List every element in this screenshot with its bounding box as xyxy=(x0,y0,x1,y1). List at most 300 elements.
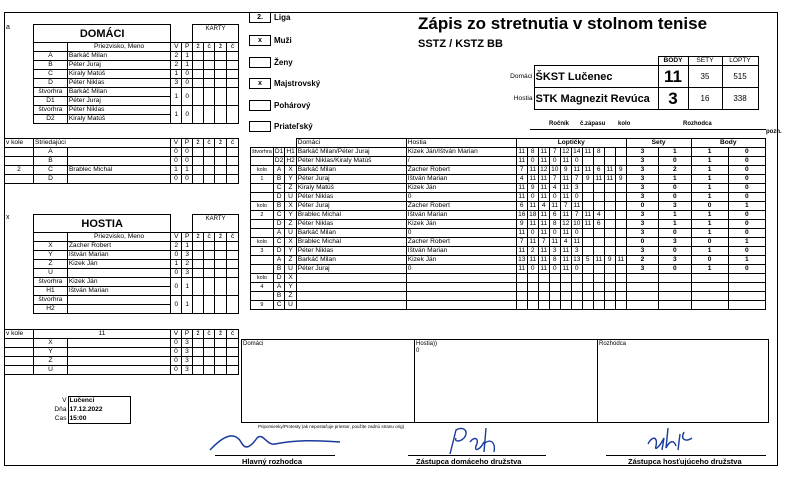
match-away-name: Ištván Marian xyxy=(406,175,516,184)
card-cell xyxy=(215,260,227,269)
away-karty: KARTY xyxy=(193,215,239,224)
card-cell xyxy=(215,52,227,61)
home-sety: 35 xyxy=(688,66,722,88)
match-ball-score xyxy=(615,292,626,301)
doubles-wins: 1 xyxy=(171,106,182,124)
home-lopty: 515 xyxy=(722,66,758,88)
home-karty: KARTY xyxy=(193,25,239,34)
player-id: Y xyxy=(34,251,68,260)
match-sets-away: 0 xyxy=(659,157,691,166)
card-cell xyxy=(227,339,239,348)
home-sub-v: V xyxy=(171,139,182,148)
match-points-away: 0 xyxy=(728,265,765,274)
notes-referee-label: Rozhodca xyxy=(599,341,627,347)
match-ball-score: 11 xyxy=(527,202,538,211)
match-ball-score: 0 xyxy=(571,265,582,274)
match-ball-score: 4 xyxy=(516,175,527,184)
league-number[interactable]: 2. xyxy=(249,12,271,23)
sub-wins: 0 xyxy=(171,175,182,184)
away-sub-p: P xyxy=(182,330,193,339)
player-wins: 2 xyxy=(171,242,182,251)
match-row xyxy=(251,148,766,157)
match-points-home xyxy=(691,292,728,301)
match-ball-score: 11 xyxy=(560,229,571,238)
match-ball-score xyxy=(604,220,615,229)
card-cell xyxy=(193,366,204,375)
match-home-id: B xyxy=(273,292,284,301)
match-sets-away: 3 xyxy=(659,256,691,265)
match-ball-score xyxy=(615,274,626,283)
match-ball-score xyxy=(604,247,615,256)
match-ball-score xyxy=(516,292,527,301)
match-ball-score: 9 xyxy=(604,256,615,265)
player-losses: 0 xyxy=(182,70,193,79)
match-away-name: Ištván Marian xyxy=(406,247,516,256)
match-ball-score: 0 xyxy=(571,229,582,238)
match-ball-score xyxy=(604,283,615,292)
card-cell xyxy=(204,52,215,61)
player-name: Kizek Ján xyxy=(67,260,170,269)
match-ball-score xyxy=(604,265,615,274)
roster-row xyxy=(34,260,239,269)
card-cell xyxy=(193,242,204,251)
match-home-id: A xyxy=(273,256,284,265)
match-ball-score: 9 xyxy=(582,175,593,184)
match-ball-score: 10 xyxy=(551,166,559,173)
match-ball-score: 11 xyxy=(527,166,538,175)
score-board xyxy=(490,56,759,110)
home-k3: ž xyxy=(215,43,227,52)
doubles-id: H1 xyxy=(34,287,68,296)
match-ball-score: 0 xyxy=(571,193,582,202)
match-points-home: 1 xyxy=(691,247,728,256)
match-ball-score xyxy=(571,274,582,283)
home-sub-label: v kole xyxy=(5,139,34,148)
doubles-player1: Barkáč Milan xyxy=(67,88,170,97)
match-away-name: 0 xyxy=(406,193,516,202)
card-cell xyxy=(227,269,239,278)
option-label: Priateľský xyxy=(274,122,313,131)
match-kolo: 4 xyxy=(251,283,274,292)
card-cell xyxy=(227,148,239,157)
match-sets-away: 0 xyxy=(659,229,691,238)
match-ball-score xyxy=(571,292,582,301)
card-cell xyxy=(193,339,204,348)
match-ball-score xyxy=(582,229,593,238)
option-checkbox[interactable] xyxy=(249,57,271,68)
match-row xyxy=(251,229,766,238)
match-ball-score: 11 xyxy=(538,184,549,193)
match-home-id: B xyxy=(273,265,284,274)
match-sets-away: 0 xyxy=(659,247,691,256)
match-sets-away xyxy=(659,301,691,310)
match-ball-score: 11 xyxy=(538,211,549,220)
match-sets-home xyxy=(626,274,658,283)
match-sets-away: 0 xyxy=(659,184,691,193)
sub-row xyxy=(5,339,239,348)
match-home-id: D xyxy=(273,220,284,229)
match-ball-score xyxy=(593,202,604,211)
sub-id: C xyxy=(34,166,68,175)
card-cell xyxy=(215,106,227,124)
match-away-name: Zacher Robert xyxy=(406,166,516,175)
doubles-losses: 0 xyxy=(182,106,193,124)
card-cell xyxy=(215,88,227,106)
card-cell xyxy=(215,366,227,375)
match-ball-score: 11 xyxy=(582,211,593,220)
sub-row xyxy=(5,366,239,375)
match-away-id: Z xyxy=(285,220,296,229)
away-sub-k1: ž xyxy=(193,330,204,339)
sub-name xyxy=(68,366,171,375)
match-home-id: A xyxy=(273,283,284,292)
match-ball-score: 11 xyxy=(538,220,549,229)
match-ball-score: 9 xyxy=(516,220,527,229)
match-sets-away xyxy=(659,292,691,301)
card-cell xyxy=(227,348,239,357)
match-home-name: Barkáč Milan xyxy=(296,229,406,238)
home-signature xyxy=(440,424,510,458)
match-ball-score xyxy=(615,229,626,238)
match-ball-score xyxy=(615,220,626,229)
away-body: 3 xyxy=(658,88,688,110)
home-body: 11 xyxy=(658,66,688,88)
score-hdr-body: BODY xyxy=(658,57,688,66)
player-id: Z xyxy=(34,260,68,269)
match-ball-score: 3 xyxy=(571,184,582,193)
match-ball-score: 11 xyxy=(527,175,538,184)
home-sub-k2: č xyxy=(204,139,215,148)
player-name: Barkáč Milan xyxy=(67,52,170,61)
doubles-losses: 1 xyxy=(182,296,193,314)
match-ball-score: 13 xyxy=(573,256,581,263)
match-ball-score: 0 xyxy=(571,157,582,166)
match-away-name: Kizek Ján xyxy=(406,256,516,265)
match-ball-score: 13 xyxy=(518,256,526,263)
player-id: C xyxy=(34,70,68,79)
option-checkbox[interactable]: x xyxy=(249,35,271,46)
card-cell xyxy=(227,296,239,314)
match-sets-home xyxy=(626,292,658,301)
match-ball-score: 11 xyxy=(516,157,527,166)
away-k2: č xyxy=(204,233,215,242)
player-id: U xyxy=(34,269,68,278)
match-ball-score xyxy=(593,157,604,166)
match-kolo: štvorhra xyxy=(252,149,272,155)
card-cell xyxy=(215,61,227,70)
match-ball-score xyxy=(571,301,582,310)
match-ball-score xyxy=(615,238,626,247)
match-home-name: Péter Juraj xyxy=(296,175,406,184)
player-id: D xyxy=(34,79,68,88)
match-ball-score: 6 xyxy=(593,166,604,175)
notes-away[interactable] xyxy=(414,339,598,423)
card-cell xyxy=(204,175,215,184)
match-ball-score: 3 xyxy=(549,247,560,256)
page-title: Zápis zo stretnutia v stolnom tenise xyxy=(418,14,708,33)
match-home-id: D xyxy=(273,247,284,256)
match-points-away: 1 xyxy=(728,238,765,247)
card-cell xyxy=(193,148,204,157)
card-cell xyxy=(227,157,239,166)
match-home-id: B xyxy=(273,175,284,184)
card-cell xyxy=(193,348,204,357)
match-ball-score: 5 xyxy=(582,256,593,265)
card-cell xyxy=(215,148,227,157)
card-cell xyxy=(204,251,215,260)
sub-id: X xyxy=(34,339,68,348)
option-checkbox[interactable]: x xyxy=(249,78,271,89)
league-label: Liga xyxy=(274,13,291,22)
card-cell xyxy=(215,70,227,79)
match-ball-score: 11 xyxy=(560,184,571,193)
sub-kolo xyxy=(5,357,34,366)
card-cell xyxy=(215,242,227,251)
match-sets-away: 0 xyxy=(659,193,691,202)
match-sets-home xyxy=(626,283,658,292)
sub-kolo xyxy=(5,348,34,357)
card-cell xyxy=(215,79,227,88)
match-ball-score: 7 xyxy=(538,238,549,247)
match-ball-score xyxy=(593,301,604,310)
sub-name xyxy=(68,157,171,166)
card-cell xyxy=(215,348,227,357)
match-away-id: U xyxy=(285,265,296,274)
card-cell xyxy=(193,79,204,88)
match-sets-home: 3 xyxy=(626,184,658,193)
match-kolo xyxy=(251,184,274,193)
doubles-wins: 0 xyxy=(171,278,182,296)
option-label: Ženy xyxy=(274,58,293,67)
match-away-id: X xyxy=(285,274,296,283)
match-ball-score: 4 xyxy=(593,211,604,220)
match-home-name: Barkáč Milan/Péter Juraj xyxy=(296,148,406,157)
home-k4: č xyxy=(227,43,239,52)
card-cell xyxy=(204,242,215,251)
match-ball-score xyxy=(593,184,604,193)
match-ball-score xyxy=(527,274,538,283)
score-hdr-sety: SETY xyxy=(688,57,722,66)
match-ball-score xyxy=(615,202,626,211)
doubles-label: štvorhra xyxy=(34,296,68,305)
sub-losses: 1 xyxy=(182,166,193,175)
match-ball-score: 4 xyxy=(560,238,571,247)
sub-row xyxy=(5,357,239,366)
match-ball-score xyxy=(604,157,615,166)
match-ball-score: 4 xyxy=(549,184,560,193)
match-kolo: kolo xyxy=(251,238,274,247)
match-away-id: Y xyxy=(285,175,296,184)
match-home-id: B xyxy=(273,202,284,211)
matches-hdr-lopticky: Loptičky xyxy=(516,139,626,148)
match-ball-score xyxy=(527,301,538,310)
match-sets-away: 2 xyxy=(659,166,691,175)
sub-name: Brablec Michal xyxy=(68,166,171,175)
match-away-id: Y xyxy=(285,283,296,292)
match-kolo: kolo xyxy=(251,274,274,283)
match-points-home: 1 xyxy=(691,229,728,238)
sub-id: B xyxy=(34,157,68,166)
match-ball-score xyxy=(582,202,593,211)
match-row xyxy=(251,220,766,229)
match-ball-score: 0 xyxy=(549,265,560,274)
doubles-wins: 1 xyxy=(171,88,182,106)
match-ball-score: 11 xyxy=(560,175,571,184)
match-row xyxy=(251,292,766,301)
roster-row xyxy=(34,269,239,278)
match-home-id: D xyxy=(273,193,284,202)
match-sets-away: 1 xyxy=(659,220,691,229)
match-ball-score: 3 xyxy=(571,247,582,256)
match-home-id: C xyxy=(273,184,284,193)
match-ball-score xyxy=(615,193,626,202)
match-ball-score: 7 xyxy=(549,175,560,184)
match-points-home: 1 xyxy=(691,220,728,229)
match-row xyxy=(251,283,766,292)
card-cell xyxy=(204,148,215,157)
match-kolo xyxy=(251,292,274,301)
match-ball-score: 0 xyxy=(527,265,538,274)
match-kolo xyxy=(251,256,274,265)
sub-kolo xyxy=(5,148,34,157)
player-wins: 1 xyxy=(171,70,182,79)
match-sets-away: 3 xyxy=(659,238,691,247)
match-away-name: Zacher Robert xyxy=(406,238,516,247)
player-name: Zacher Robert xyxy=(67,242,170,251)
match-ball-score: 6 xyxy=(516,202,527,211)
time-value: 15:00 xyxy=(68,415,130,424)
away-k4: č xyxy=(227,233,239,242)
sub-wins: 0 xyxy=(171,357,182,366)
match-ball-score xyxy=(582,292,593,301)
match-sets-home: 3 xyxy=(626,211,658,220)
match-ball-score xyxy=(582,283,593,292)
match-sets-home xyxy=(626,301,658,310)
match-kolo xyxy=(251,265,274,274)
match-away-name: Kizek Ján xyxy=(406,220,516,229)
match-home-name: Barkáč Milan xyxy=(296,256,406,265)
match-ball-score: 11 xyxy=(560,211,571,220)
match-sets-away: 0 xyxy=(659,265,691,274)
date-label: Dňa xyxy=(54,406,67,413)
option-checkbox[interactable] xyxy=(249,100,271,111)
sub-id: Y xyxy=(34,348,68,357)
meta-rocnik: Ročník xyxy=(549,121,570,127)
match-ball-score: 6 xyxy=(593,220,604,229)
match-home-name: Péter Niklas/Kiraly Matúš xyxy=(296,157,406,166)
match-row xyxy=(251,274,766,283)
corner-a: a xyxy=(6,24,10,31)
sub-row xyxy=(5,148,239,157)
match-ball-score: 14 xyxy=(573,148,581,155)
option-label: Pohárový xyxy=(274,101,311,110)
sub-wins: 0 xyxy=(171,348,182,357)
match-away-id: Z xyxy=(285,292,296,301)
match-home-id: A xyxy=(273,229,284,238)
card-cell xyxy=(215,357,227,366)
doubles-id: H2 xyxy=(34,305,68,314)
sub-name xyxy=(68,175,171,184)
match-ball-score: 11 xyxy=(538,193,549,202)
match-ball-score xyxy=(615,157,626,166)
sub-id: D xyxy=(34,175,68,184)
match-ball-score: 11 xyxy=(516,229,527,238)
matches-hdr-body: Body xyxy=(691,139,766,148)
match-home-name xyxy=(296,292,406,301)
match-points-away xyxy=(728,301,765,310)
notes-home[interactable] xyxy=(241,339,415,423)
home-sub-p: P xyxy=(182,139,193,148)
sub-losses: 0 xyxy=(182,157,193,166)
match-home-id: C xyxy=(273,211,284,220)
match-row xyxy=(251,202,766,211)
match-sets-away: 1 xyxy=(659,148,691,157)
match-ball-score xyxy=(593,238,604,247)
match-home-name: Péter Niklas xyxy=(296,247,406,256)
sub-kolo xyxy=(5,175,34,184)
match-ball-score: 11 xyxy=(582,166,593,175)
away-sub-label: v kole xyxy=(5,330,34,339)
match-ball-score: 11 xyxy=(593,175,604,184)
match-ball-score xyxy=(604,229,615,238)
card-cell xyxy=(227,79,239,88)
match-points-home: 1 xyxy=(691,175,728,184)
match-kolo: 3 xyxy=(251,247,274,256)
match-home-id: D2 xyxy=(274,157,284,164)
away-sety: 16 xyxy=(688,88,722,110)
doubles-label: štvorhra xyxy=(34,106,68,115)
matches-hdr-domaci: Domáci xyxy=(296,139,406,148)
match-ball-score: 11 xyxy=(516,247,527,256)
match-ball-score xyxy=(516,274,527,283)
match-sets-home: 3 xyxy=(626,157,658,166)
match-ball-score: 7 xyxy=(516,238,527,247)
match-points-away: 0 xyxy=(728,184,765,193)
notes-referee[interactable] xyxy=(597,339,769,423)
match-points-away: 1 xyxy=(728,256,765,265)
card-cell xyxy=(204,269,215,278)
match-ball-score: 11 xyxy=(560,256,571,265)
match-sets-home: 3 xyxy=(626,265,658,274)
sub-name xyxy=(68,148,171,157)
away-col-v: V xyxy=(171,233,182,242)
match-ball-score: 11 xyxy=(527,256,538,265)
match-kolo: kolo xyxy=(251,202,274,211)
doubles-player2: Kiraly Matúš xyxy=(67,115,170,124)
match-away-name xyxy=(406,292,516,301)
option-checkbox[interactable] xyxy=(249,121,271,132)
match-sets-home: 0 xyxy=(626,202,658,211)
match-points-away xyxy=(728,274,765,283)
match-ball-score xyxy=(571,283,582,292)
sub-wins: 0 xyxy=(171,148,182,157)
sub-kolo: 2 xyxy=(5,166,34,175)
home-sub-k1: ž xyxy=(193,139,204,148)
doubles-id: D1 xyxy=(34,97,68,106)
match-away-id: H2 xyxy=(286,157,295,164)
match-ball-score: 11 xyxy=(538,229,549,238)
match-sets-home: 3 xyxy=(626,193,658,202)
sub-id: Z xyxy=(34,357,68,366)
match-ball-score: 11 xyxy=(538,247,549,256)
card-cell xyxy=(227,242,239,251)
card-cell xyxy=(204,166,215,175)
sub-kolo xyxy=(5,157,34,166)
card-cell xyxy=(193,166,204,175)
player-name: Péter Niklas xyxy=(67,79,170,88)
match-points-home: 1 xyxy=(691,148,728,157)
match-ball-score xyxy=(615,211,626,220)
